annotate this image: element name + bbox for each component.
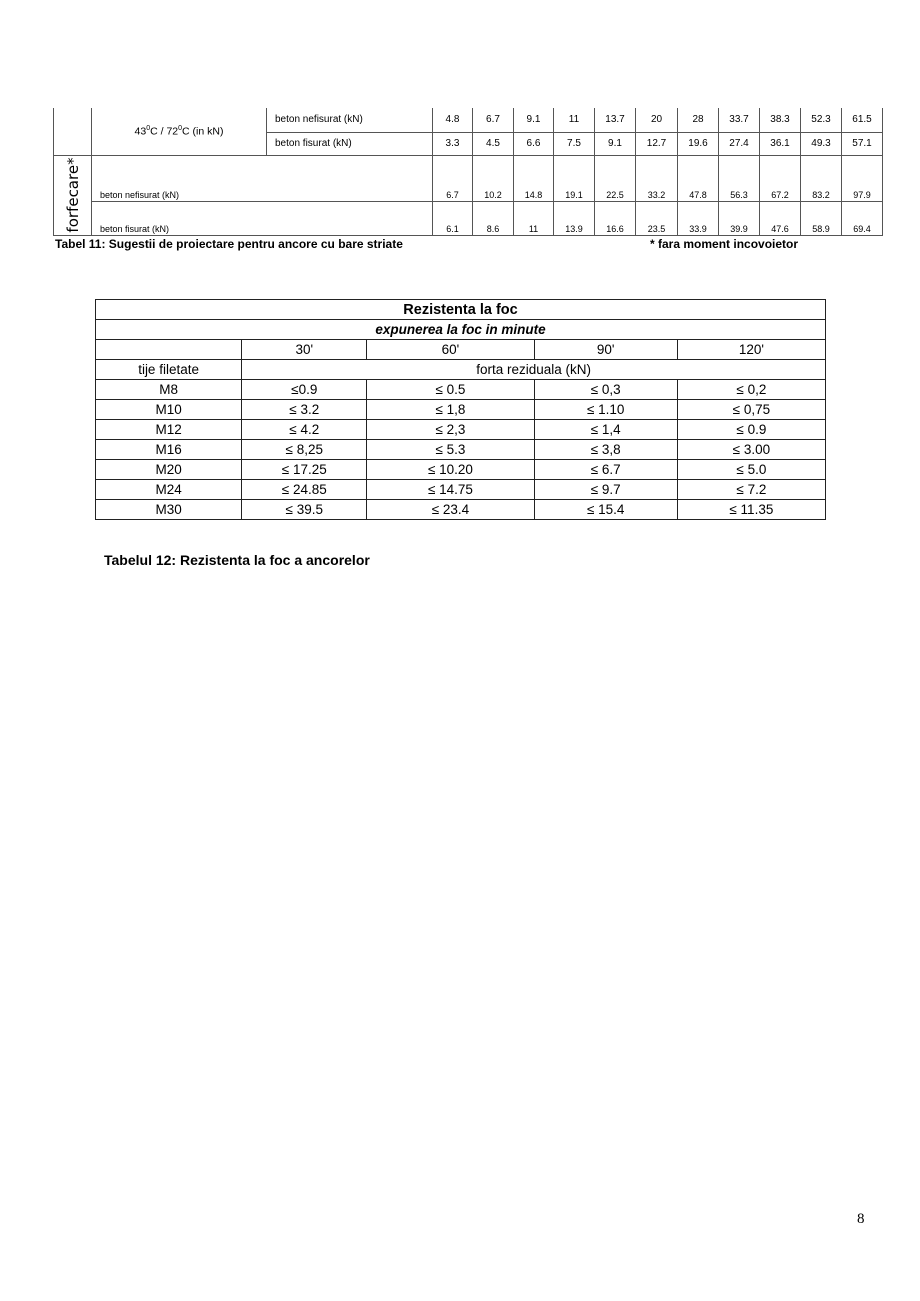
- value-cell: 4.8: [433, 108, 473, 132]
- table-11-footnote: * fara moment incovoietor: [650, 237, 799, 251]
- value-cell: 14.8: [514, 155, 554, 201]
- empty-cell: [54, 108, 92, 155]
- value-cell: ≤ 1,4: [534, 420, 677, 440]
- row-label: beton fisurat (kN): [92, 201, 433, 235]
- value-cell: 9.1: [595, 132, 636, 155]
- table-row: [54, 201, 883, 235]
- value-cell: 6.7: [473, 108, 514, 132]
- table-row: [96, 500, 826, 520]
- value-cell: 97.9: [842, 155, 883, 201]
- value-cell: 19.1: [554, 155, 595, 201]
- value-cell: ≤ 11.35: [677, 500, 825, 520]
- value-cell: 10.2: [473, 155, 514, 201]
- value-cell: 6.7: [433, 155, 473, 201]
- value-cell: 52.3: [801, 108, 842, 132]
- value-cell: ≤ 23.4: [367, 500, 534, 520]
- value-cell: ≤ 0.5: [367, 380, 534, 400]
- value-cell: ≤ 1.10: [534, 400, 677, 420]
- size-cell: M24: [96, 480, 242, 500]
- size-cell: M12: [96, 420, 242, 440]
- value-cell: ≤ 39.5: [242, 500, 367, 520]
- value-cell: ≤0.9: [242, 380, 367, 400]
- value-cell: 16.6: [595, 201, 636, 235]
- value-cell: ≤ 3.2: [242, 400, 367, 420]
- page-number: 8: [857, 1211, 865, 1227]
- value-cell: ≤ 3,8: [534, 440, 677, 460]
- value-cell: ≤ 15.4: [534, 500, 677, 520]
- size-cell: M8: [96, 380, 242, 400]
- value-cell: 47.8: [678, 155, 719, 201]
- value-cell: ≤ 0,75: [677, 400, 825, 420]
- value-cell: 27.4: [719, 132, 760, 155]
- value-cell: 7.5: [554, 132, 595, 155]
- table-row: [96, 420, 826, 440]
- size-cell: M30: [96, 500, 242, 520]
- value-cell: ≤ 1,8: [367, 400, 534, 420]
- value-cell: ≤ 5.3: [367, 440, 534, 460]
- value-cell: ≤ 0,2: [677, 380, 825, 400]
- shear-label-text: forfecare*: [63, 157, 82, 233]
- value-cell: 57.1: [842, 132, 883, 155]
- temperature-label: $43^0C / 72^0C$ (in kN): [92, 108, 267, 155]
- empty-cell: [96, 340, 242, 360]
- table-title-row: [96, 300, 826, 320]
- value-cell: 4.5: [473, 132, 514, 155]
- value-cell: 83.2: [801, 155, 842, 201]
- column-header: 30': [242, 340, 367, 360]
- table-row: [96, 380, 826, 400]
- table-11-caption: Tabel 11: Sugestii de proiectare pentru ancore cu bare striate: [55, 237, 403, 251]
- value-cell: ≤ 7.2: [677, 480, 825, 500]
- row-header: tije filetate: [96, 360, 242, 380]
- value-cell: ≤ 8,25: [242, 440, 367, 460]
- value-cell: 6.1: [433, 201, 473, 235]
- value-cell: 33.9: [678, 201, 719, 235]
- size-cell: M10: [96, 400, 242, 420]
- value-cell: 39.9: [719, 201, 760, 235]
- value-cell: 8.6: [473, 201, 514, 235]
- value-cell: 11: [514, 201, 554, 235]
- column-header: 60': [367, 340, 534, 360]
- table-row: [96, 400, 826, 420]
- shear-group-label: [54, 155, 92, 235]
- unit-header-row: [96, 360, 826, 380]
- value-cell: 58.9: [801, 201, 842, 235]
- time-header-row: [96, 340, 826, 360]
- value-cell: 36.1: [760, 132, 801, 155]
- value-cell: 23.5: [636, 201, 678, 235]
- column-header: 90': [534, 340, 677, 360]
- value-cell: ≤ 10.20: [367, 460, 534, 480]
- value-cell: 9.1: [514, 108, 554, 132]
- value-cell: 33.7: [719, 108, 760, 132]
- value-cell: 49.3: [801, 132, 842, 155]
- table-subtitle: expunerea la foc in minute: [96, 320, 826, 340]
- row-label: beton fisurat (kN): [267, 132, 433, 155]
- row-label: beton nefisurat (kN): [92, 155, 433, 201]
- value-cell: 61.5: [842, 108, 883, 132]
- row-label: beton nefisurat (kN): [267, 108, 433, 132]
- value-cell: ≤ 3.00: [677, 440, 825, 460]
- value-cell: ≤ 17.25: [242, 460, 367, 480]
- value-cell: 3.3: [433, 132, 473, 155]
- value-cell: 38.3: [760, 108, 801, 132]
- table-row: [54, 108, 883, 132]
- value-cell: ≤ 9.7: [534, 480, 677, 500]
- value-cell: 12.7: [636, 132, 678, 155]
- value-cell: 19.6: [678, 132, 719, 155]
- value-header: forta reziduala (kN): [242, 360, 826, 380]
- value-cell: 20: [636, 108, 678, 132]
- value-cell: 67.2: [760, 155, 801, 201]
- table-title: Rezistenta la foc: [96, 300, 826, 320]
- value-cell: ≤ 24.85: [242, 480, 367, 500]
- value-cell: 13.7: [595, 108, 636, 132]
- value-cell: ≤ 5.0: [677, 460, 825, 480]
- column-header: 120': [677, 340, 825, 360]
- value-cell: ≤ 0.9: [677, 420, 825, 440]
- value-cell: ≤ 0,3: [534, 380, 677, 400]
- value-cell: ≤ 2,3: [367, 420, 534, 440]
- table-row: [96, 460, 826, 480]
- value-cell: ≤ 6.7: [534, 460, 677, 480]
- value-cell: 13.9: [554, 201, 595, 235]
- value-cell: 6.6: [514, 132, 554, 155]
- value-cell: 28: [678, 108, 719, 132]
- fire-resistance-table: [95, 299, 826, 520]
- value-cell: 33.2: [636, 155, 678, 201]
- value-cell: 11: [554, 108, 595, 132]
- size-cell: M16: [96, 440, 242, 460]
- table-11-fragment: [53, 108, 883, 236]
- value-cell: ≤ 14.75: [367, 480, 534, 500]
- value-cell: ≤ 4.2: [242, 420, 367, 440]
- value-cell: 56.3: [719, 155, 760, 201]
- table-row: [96, 480, 826, 500]
- value-cell: 22.5: [595, 155, 636, 201]
- value-cell: 69.4: [842, 201, 883, 235]
- table-12-caption: Tabelul 12: Rezistenta la foc a ancorelor: [104, 552, 370, 568]
- value-cell: 47.6: [760, 201, 801, 235]
- table-row: [54, 155, 883, 201]
- size-cell: M20: [96, 460, 242, 480]
- table-subtitle-row: [96, 320, 826, 340]
- table-row: [96, 440, 826, 460]
